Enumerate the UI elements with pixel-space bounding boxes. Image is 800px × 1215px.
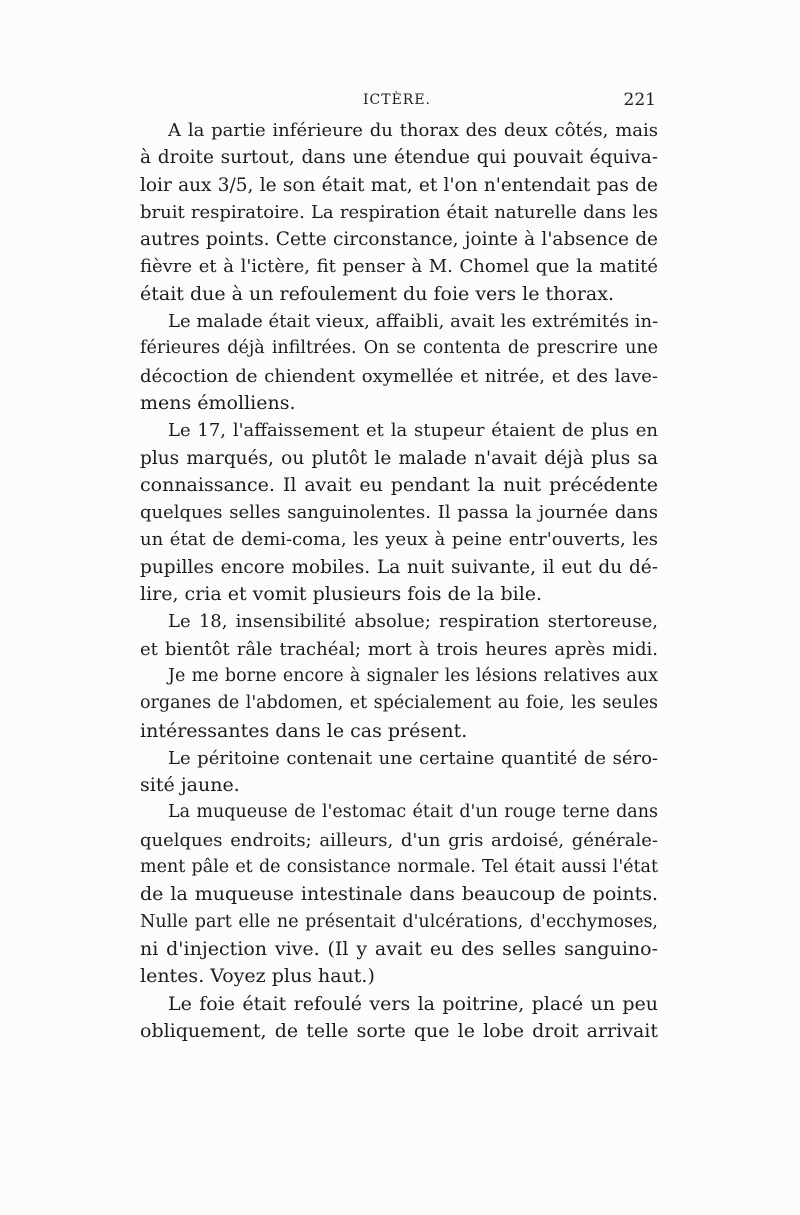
- page-number: 221: [623, 90, 656, 110]
- text-line: Je me borne encore à signaler les lésions relatives aux: [168, 665, 658, 686]
- text-line: décoction de chiendent oxymellée et nitrée, et des lave-: [140, 365, 658, 387]
- text-line: A la partie inférieure du thorax des deux côtés, mais: [168, 120, 658, 141]
- text-line: Nulle part elle ne présentait d'ulcérations, d'ecchymoses,: [140, 911, 658, 932]
- text-line: un état de demi-coma, les yeux à peine entr'ouverts, les: [140, 529, 658, 551]
- text-line: La muqueuse de l'estomac était d'un rouge terne dans: [168, 802, 658, 823]
- text-line: lentes. Voyez plus haut.): [140, 965, 375, 988]
- text-line: était due à un refoulement du foie vers le thorax.: [140, 282, 615, 305]
- text-line: Le foie était refoulé vers la poitrine, placé un peu: [168, 992, 658, 1015]
- text-line: obliquement, de telle sorte que le lobe droit arrivait: [140, 1019, 658, 1042]
- text-line: à droite surtout, dans une étendue qui pouvait équiva-: [140, 147, 658, 169]
- text-line: fièvre et à l'ictère, fit penser à M. Chomel que la matité: [140, 256, 658, 278]
- text-line: mens émolliens.: [140, 391, 296, 414]
- text-line: bruit respiratoire. La respiration était naturelle dans les: [140, 201, 658, 223]
- text-line: Le malade était vieux, affaibli, avait les extrémités in-: [168, 311, 659, 333]
- text-line: ni d'injection vive. (Il y avait eu des selles sanguino-: [140, 937, 658, 960]
- page-header: [138, 88, 656, 116]
- text-line: ment pâle et de consistance normale. Tel était aussi l'état: [140, 857, 658, 878]
- text-line: connaissance. Il avait eu pendant la nuit précédente: [140, 473, 658, 496]
- text-line: plus marqués, ou plutôt le malade n'avait déjà plus sa: [140, 447, 658, 469]
- text-line: quelques endroits; ailleurs, d'un gris ardoisé, générale-: [140, 829, 658, 851]
- text-line: intéressantes dans le cas présent.: [140, 719, 468, 742]
- text-line: quelques selles sanguinolentes. Il passa la journée dans: [140, 502, 658, 524]
- text-line: lire, cria et vomit plusieurs fois de la bile.: [140, 583, 543, 606]
- body-text: [140, 117, 658, 1045]
- text-line: loir aux 3/5, le son était mat, et l'on n'entendait pas de: [140, 174, 658, 196]
- text-line: Le 18, insensibilité absolue; respiration stertoreuse,: [168, 611, 658, 633]
- text-line: organes de l'abdomen, et spécialement au foie, les seules: [140, 693, 658, 714]
- running-head: ICTÈRE.: [362, 92, 431, 108]
- text-line: de la muqueuse intestinale dans beaucoup de points.: [140, 883, 658, 906]
- text-line: autres points. Cette circonstance, jointe à l'absence de: [140, 229, 658, 251]
- text-line: pupilles encore mobiles. La nuit suivante, il eut du dé-: [140, 556, 658, 578]
- text-line: Le péritoine contenait une certaine quantité de séro-: [168, 747, 658, 769]
- text-line: et bientôt râle trachéal; mort à trois heures après midi.: [140, 638, 658, 660]
- text-line: sité jaune.: [140, 774, 240, 797]
- text-line: férieures déjà infiltrées. On se contenta de prescrire une: [140, 338, 658, 359]
- text-line: Le 17, l'affaissement et la stupeur étaient de plus en: [168, 420, 658, 442]
